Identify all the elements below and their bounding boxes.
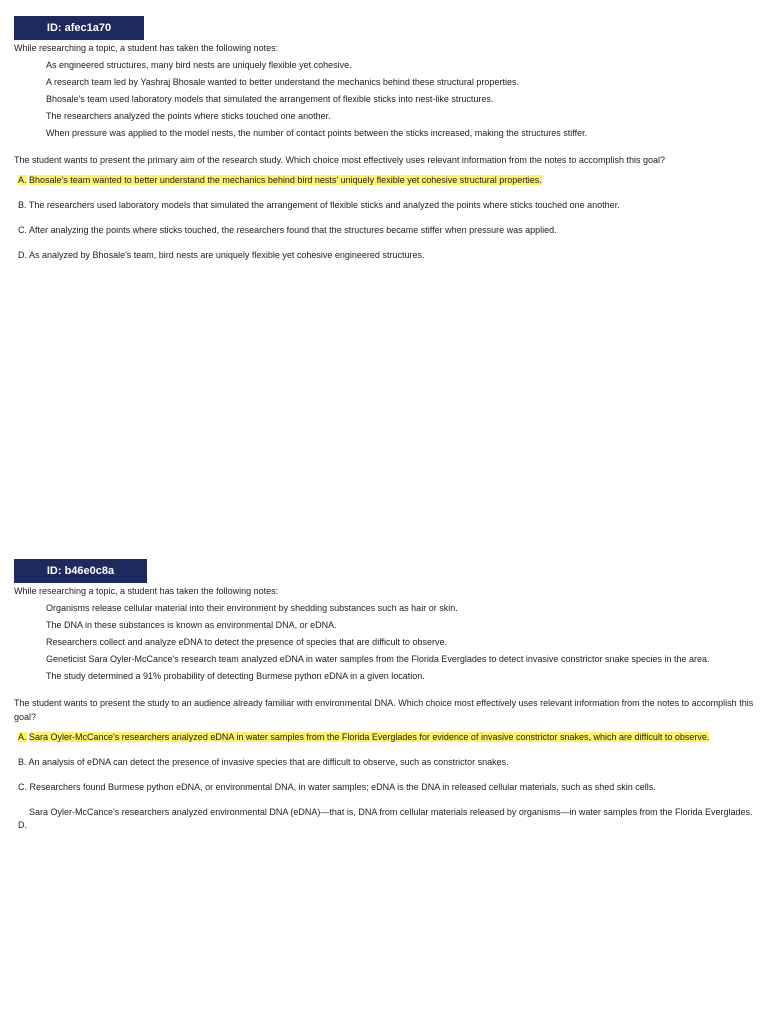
note-item: When pressure was applied to the model nests, the number of contact points between the sticks increased, making the structures stiffer. [46, 128, 588, 138]
question-id-badge: ID: afec1a70 [14, 16, 144, 40]
note-item: Researchers collect and analyze eDNA to detect the presence of species that are difficult to observe. [46, 637, 448, 647]
answer-choices [14, 730, 759, 830]
question-prompt: The student wants to present the primary aim of the research study. Which choice most effectively uses relevant information from the notes to accomplish this goal? [14, 155, 665, 165]
note-item: The study determined a 91% probability of detecting Burmese python eDNA in a given location. [46, 671, 425, 681]
answer-choice-c[interactable] [14, 223, 759, 237]
note-item: The researchers analyzed the points where sticks touched one another. [46, 111, 331, 121]
choice-letter: D. [18, 820, 27, 830]
question-block-2 [14, 559, 759, 830]
choice-text: As analyzed by Bhosale's team, bird nests are uniquely flexible yet cohesive engineered structures. [29, 250, 425, 260]
answer-choice-d[interactable] [14, 805, 759, 830]
choice-text: Sara Oyler-McCance's researchers analyzed eDNA in water samples from the Florida Everglades for evidence of invasive constrictor snakes, which are difficult to observe. [29, 732, 710, 742]
choice-text: After analyzing the points where sticks touched, the researchers found that the structures became stiffer when pressure was applied. [29, 225, 557, 235]
note-item: As engineered structures, many bird nests are uniquely flexible yet cohesive. [46, 60, 352, 70]
choice-letter: C. [18, 225, 27, 235]
notes-intro: While researching a topic, a student has taken the following notes: [14, 586, 279, 596]
answer-choice-a[interactable] [14, 173, 759, 187]
choice-letter: B. [18, 757, 27, 767]
choice-letter: D. [18, 250, 27, 260]
question-id-badge: ID: b46e0c8a [14, 559, 147, 583]
answer-choice-d[interactable] [14, 248, 759, 262]
question-block-1 [14, 16, 759, 273]
choice-text: Bhosale's team wanted to better understand the mechanics behind bird nests' uniquely flexible yet cohesive structural properties. [29, 175, 542, 185]
choice-text: The researchers used laboratory models that simulated the arrangement of flexible sticks and analyzed the points where sticks touched one another. [28, 200, 620, 210]
note-item: The DNA in these substances is known as environmental DNA, or eDNA. [46, 620, 337, 630]
note-item: Geneticist Sara Oyler-McCance's research team analyzed eDNA in water samples from the Florida Everglades to detect invasive constrictor snake species in the area. [46, 654, 710, 664]
note-item: Bhosale's team used laboratory models that simulated the arrangement of flexible sticks into nest-like structures. [46, 94, 494, 104]
question-prompt: The student wants to present the study to an audience already familiar with environmental DNA. Which choice most effectively uses relevant information from the notes to accomplish this goal? [14, 698, 754, 722]
notes-list [14, 59, 759, 139]
note-item: A research team led by Yashraj Bhosale wanted to better understand the mechanics behind these structural properties. [46, 77, 519, 87]
notes-intro: While researching a topic, a student has taken the following notes: [14, 43, 279, 53]
answer-choice-a[interactable] [14, 730, 759, 744]
choice-letter: C. [18, 782, 27, 792]
notes-list [14, 602, 759, 682]
choice-text: Sara Oyler-McCance's researchers analyzed environmental DNA (eDNA)—that is, DNA from cellular materials released by organisms—in water samples from the Florida Everglades. [29, 807, 753, 817]
answer-choices [14, 173, 759, 262]
answer-choice-c[interactable] [14, 780, 759, 794]
answer-choice-b[interactable] [14, 755, 759, 769]
answer-choice-b[interactable] [14, 198, 759, 212]
choice-letter: B. [18, 200, 27, 210]
choice-text: An analysis of eDNA can detect the presence of invasive species that are difficult to observe, such as constrictor snakes. [28, 757, 509, 767]
note-item: Organisms release cellular material into their environment by shedding substances such as hair or skin. [46, 603, 458, 613]
choice-letter: A. [18, 732, 27, 742]
choice-text: Researchers found Burmese python eDNA, or environmental DNA, in water samples; eDNA is the DNA in released cellular materials, such as shed skin cells. [29, 782, 656, 792]
choice-letter: A. [18, 175, 27, 185]
